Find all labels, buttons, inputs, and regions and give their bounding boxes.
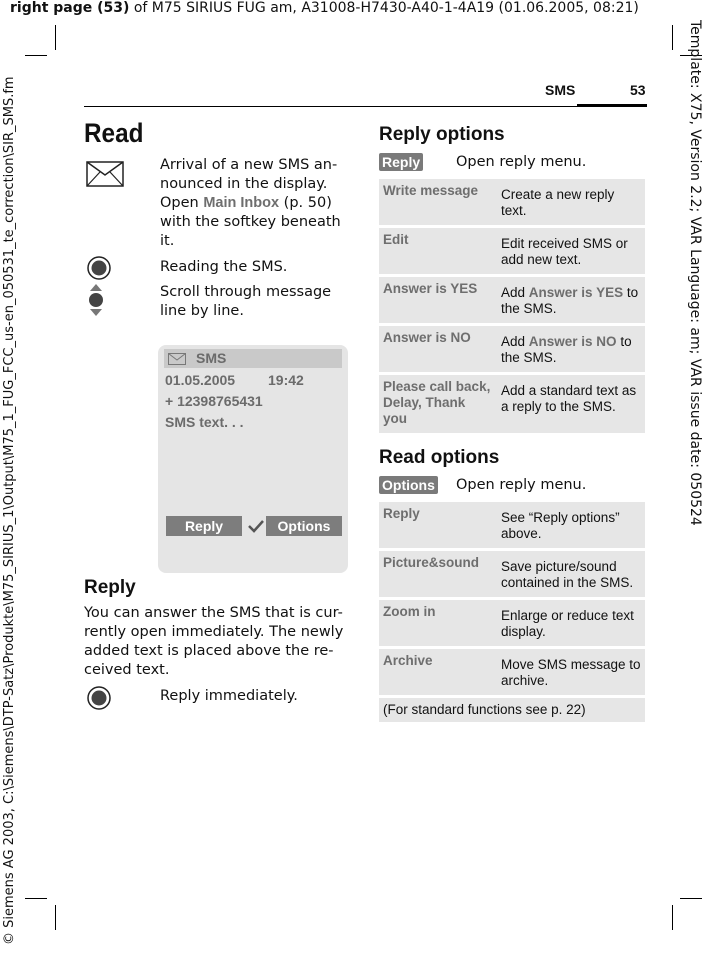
table-row (379, 502, 645, 548)
envelope-icon (86, 161, 124, 187)
option-description: Create a new reply text. (497, 179, 645, 225)
reply-heading: Reply (84, 577, 136, 598)
reply-softkey-label: Reply (379, 153, 423, 171)
crop-mark (55, 25, 56, 50)
option-name: Answer is NO (379, 326, 497, 372)
reply-options-heading: Reply options (379, 124, 505, 145)
option-name: Answer is YES (379, 277, 497, 323)
option-description: Move SMS message to archive. (497, 649, 645, 695)
crop-mark (672, 25, 673, 50)
option-name: Please call back, Delay, Thank you (379, 375, 497, 433)
option-description: Add a standard text as a reply to the SMS. (497, 375, 645, 433)
sms-date: 01.05.2005 (165, 372, 236, 388)
option-description: Enlarge or reduce text display. (497, 600, 645, 646)
page-label: right page (53) (10, 0, 130, 16)
option-name: Edit (379, 228, 497, 274)
table-row (379, 698, 645, 722)
option-description: Add Answer is YES to the SMS. (497, 277, 645, 323)
template-info: Template: X75, Version 2.2; VAR Language: am; VAR issue date: 050524 (687, 20, 703, 526)
table-row (379, 326, 645, 372)
standard-functions-note: (For standard functions see p. 22) (379, 698, 645, 722)
option-name: Zoom in (379, 600, 497, 646)
option-description: Edit received SMS or add new text. (497, 228, 645, 274)
read-options-table (379, 499, 645, 725)
option-name: Reply (379, 502, 497, 548)
checkmark-icon (247, 518, 265, 534)
envelope-icon (168, 353, 186, 365)
reading-text: Reading the SMS. (160, 259, 288, 275)
sms-sender-number: + 12398765431 (165, 393, 263, 409)
crop-mark (25, 898, 47, 899)
options-softkey-description: Open reply menu. (456, 477, 587, 493)
table-row (379, 375, 645, 433)
table-row (379, 179, 645, 225)
print-header (10, 0, 639, 16)
reply-softkey-description: Open reply menu. (456, 154, 587, 170)
reply-immediately-text: Reply immediately. (160, 688, 298, 704)
option-description: Save picture/sound contained in the SMS. (497, 551, 645, 597)
table-row (379, 277, 645, 323)
navigation-key-icon (86, 685, 112, 711)
reply-options-table (379, 176, 645, 436)
option-name: Picture&sound (379, 551, 497, 597)
option-name: Archive (379, 649, 497, 695)
scroll-text: Scroll through message line by line. (160, 284, 332, 319)
header-rule-thick (577, 104, 647, 107)
option-description: Add Answer is NO to the SMS. (497, 326, 645, 372)
sms-text: SMS text. . . (165, 414, 244, 430)
table-row (379, 649, 645, 695)
read-options-heading: Read options (379, 447, 500, 468)
arrival-text: Arrival of a new SMS an- nounced in the display. Open Main Inbox (p. 50) with the softkey beneath it. (160, 157, 341, 249)
header-rule (84, 106, 647, 107)
reply-description: You can answer the SMS that is cur- rently open immediately. The newly added text is placed above the re- ceived text. (84, 605, 344, 678)
options-softkey[interactable]: Options (266, 516, 342, 536)
display-title-bar (164, 349, 342, 368)
crop-mark (55, 905, 56, 930)
options-softkey-label: Options (379, 476, 438, 494)
page-title: Read (84, 118, 144, 148)
option-description: See “Reply options” above. (497, 502, 645, 548)
doc-info: of M75 SIRIUS FUG am, A31008-H7430-A40-1-4A19 (01.06.2005, 08:21) (133, 0, 639, 16)
table-row (379, 228, 645, 274)
sms-time: 19:42 (268, 372, 304, 388)
table-row (379, 551, 645, 597)
phone-display (158, 345, 348, 573)
running-header-title: SMS (545, 82, 576, 98)
table-row (379, 600, 645, 646)
display-title: SMS (196, 350, 227, 366)
scroll-key-icon (86, 283, 106, 317)
main-inbox-keyword: Main Inbox (203, 195, 280, 211)
reply-softkey[interactable]: Reply (166, 516, 242, 536)
option-name: Write message (379, 179, 497, 225)
navigation-key-icon (86, 255, 112, 281)
crop-mark (672, 905, 673, 930)
running-header-page: 53 (630, 82, 646, 98)
crop-mark (25, 55, 47, 56)
file-path: © Siemens AG 2003, C:\Siemens\DTP-Satz\Produkte\M75_SIRIUS_1\Output\M75_1_FUG_FCC_us-en_050531_te_correction\SIR_SMS.fm (2, 76, 17, 945)
